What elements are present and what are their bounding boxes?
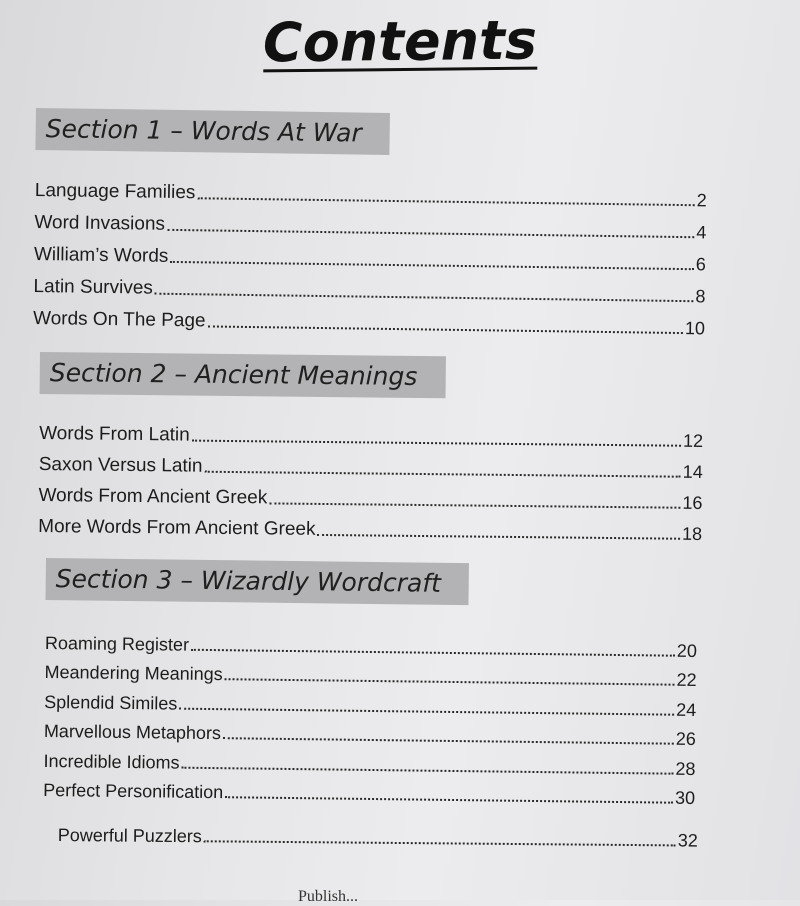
section-1 bbox=[33, 108, 708, 337]
toc-entry[interactable] bbox=[39, 412, 703, 450]
page-number: 12 bbox=[682, 430, 704, 451]
dot-leader bbox=[317, 533, 680, 540]
page-number: 2 bbox=[696, 190, 707, 211]
section-heading: Section 3 – Wizardly Wordcraft bbox=[45, 558, 469, 605]
dot-leader bbox=[207, 324, 682, 334]
toc-entry[interactable] bbox=[58, 812, 698, 850]
page-title: Contents bbox=[262, 8, 538, 75]
page-number: 20 bbox=[676, 640, 698, 661]
entry-label: Roaming Register bbox=[44, 632, 190, 655]
entry-label: Meandering Meanings bbox=[44, 661, 223, 685]
page-number: 14 bbox=[682, 461, 703, 482]
section-heading: Section 2 – Ancient Meanings bbox=[40, 352, 446, 398]
page-number: 24 bbox=[676, 699, 697, 720]
entry-label: Language Families bbox=[34, 179, 196, 204]
page-number: 22 bbox=[676, 669, 697, 690]
page-number: 26 bbox=[675, 728, 696, 749]
entry-label: Words On The Page bbox=[32, 307, 206, 332]
page-number: 30 bbox=[674, 787, 696, 808]
dot-leader bbox=[204, 839, 676, 846]
page-number: 32 bbox=[677, 830, 698, 851]
entry-label: Words From Latin bbox=[39, 422, 190, 446]
entry-label: Splendid Similes bbox=[44, 691, 178, 714]
entry-label: Perfect Personification bbox=[43, 779, 224, 803]
entry-label: Powerful Puzzlers bbox=[57, 824, 202, 847]
entry-list bbox=[38, 412, 703, 543]
entry-label: Word Invasions bbox=[34, 211, 166, 235]
entry-label: William’s Words bbox=[33, 243, 169, 267]
toc-entry[interactable] bbox=[38, 505, 702, 543]
entry-list bbox=[43, 622, 697, 807]
puzzlers-entry-block bbox=[58, 812, 698, 850]
entry-label: Words From Ancient Greek bbox=[38, 484, 268, 509]
footer-text: Publish... bbox=[298, 888, 359, 905]
entry-label: Marvellous Metaphors bbox=[43, 720, 222, 744]
page-number: 4 bbox=[696, 222, 707, 243]
page-number: 8 bbox=[695, 286, 706, 307]
page-number: 28 bbox=[675, 758, 696, 779]
page-number: 6 bbox=[695, 254, 707, 275]
page-number: 16 bbox=[682, 492, 703, 513]
dot-leader bbox=[225, 795, 673, 803]
page-number: 10 bbox=[684, 318, 706, 339]
entry-label: More Words From Ancient Greek bbox=[38, 515, 316, 540]
section-heading: Section 1 – Words At War bbox=[35, 108, 390, 155]
toc-entry[interactable] bbox=[38, 474, 702, 512]
toc-entry[interactable] bbox=[39, 443, 703, 481]
entry-label: Latin Survives bbox=[33, 275, 153, 299]
entry-list bbox=[33, 168, 707, 337]
page-number: 18 bbox=[681, 523, 703, 544]
entry-label: Saxon Versus Latin bbox=[38, 453, 203, 477]
section-3 bbox=[43, 558, 698, 807]
section-2 bbox=[38, 352, 704, 543]
entry-label: Incredible Idioms bbox=[43, 750, 180, 773]
